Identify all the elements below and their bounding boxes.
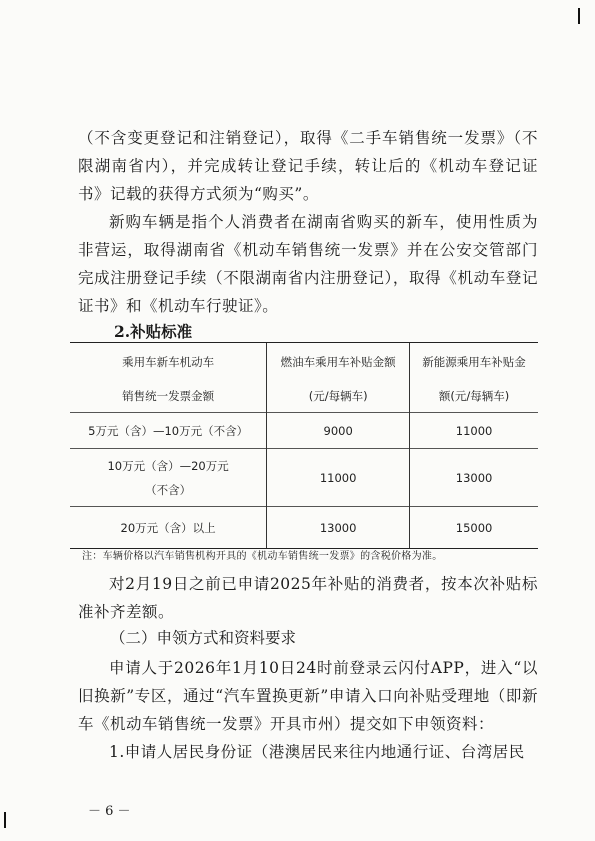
header-nev-subsidy-line2: 额(元/每辆车)	[410, 381, 538, 413]
header-invoice-amount-line1: 乘用车新车机动车	[70, 343, 267, 381]
row3-fuel-subsidy: 13000	[267, 507, 410, 549]
row2-fuel-subsidy: 11000	[267, 449, 410, 507]
table-row	[70, 449, 538, 507]
paragraph-new-vehicle-definition: 新购车辆是指个人消费者在湖南省购买的新车，使用性质为非营运，取得湖南省《机动车销售统一发票》并在公安交管部门完成注册登记手续（不限湖南省内注册登记），取得《机动车登记证书》和《机动车行驶证》。	[78, 213, 538, 315]
row2-price-range-line2: （不含）	[145, 482, 192, 497]
row1-nev-subsidy: 11000	[410, 413, 538, 449]
row2-nev-subsidy: 13000	[410, 449, 538, 507]
table-header-row	[70, 343, 538, 381]
table-row	[70, 413, 538, 449]
header-fuel-subsidy-line2: (元/每辆车)	[267, 381, 410, 413]
paragraph-transfer-conditions: （不含变更登记和注销登记），取得《二手车销售统一发票》（不限湖南省内），并完成转让登记手续，转让后的《机动车登记证书》记载的获得方式须为“购买”。	[78, 129, 538, 203]
heading-subsidy-standard: 2.补贴标准	[114, 322, 193, 341]
page-number: － 6 －	[88, 804, 131, 819]
heading-application-method: （二）申领方式和资料要求	[110, 629, 297, 647]
row1-fuel-subsidy: 9000	[267, 413, 410, 449]
row3-price-range: 20万元（含）以上	[70, 507, 267, 549]
table-row	[70, 507, 538, 549]
row1-price-range: 5万元（含）—10万元（不含）	[70, 413, 267, 449]
subsidy-table	[70, 342, 538, 549]
scan-edge-mark	[4, 812, 6, 828]
header-nev-subsidy-line1: 新能源乘用车补贴金	[410, 343, 538, 381]
table-header-row-2	[70, 381, 538, 413]
table-note: 注：车辆价格以汽车销售机构开具的《机动车销售统一发票》的含税价格为准。	[82, 551, 443, 562]
paragraph-application-procedure: 申请人于2026年1月10日24时前登录云闪付APP，进入“以旧换新”专区，通过“汽车置换更新”申请入口向补贴受理地（即新车《机动车销售统一发票》开具市州）提交如下申领资料：	[78, 659, 538, 733]
paragraph-make-up-difference: 对2月19日之前已申请2025年补贴的消费者，按本次补贴标准补齐差额。	[78, 575, 538, 621]
header-fuel-subsidy-line1: 燃油车乘用车补贴金额	[267, 343, 410, 381]
scan-edge-mark	[578, 8, 580, 24]
paragraph-id-document: 1.申请人居民身份证（港澳居民来往内地通行证、台湾居民	[109, 743, 525, 761]
row3-nev-subsidy: 15000	[410, 507, 538, 549]
header-invoice-amount-line2: 销售统一发票金额	[122, 389, 215, 404]
row2-price-range-line1: 10万元（含）—20万元	[107, 458, 229, 473]
row2-price-range	[70, 449, 267, 507]
